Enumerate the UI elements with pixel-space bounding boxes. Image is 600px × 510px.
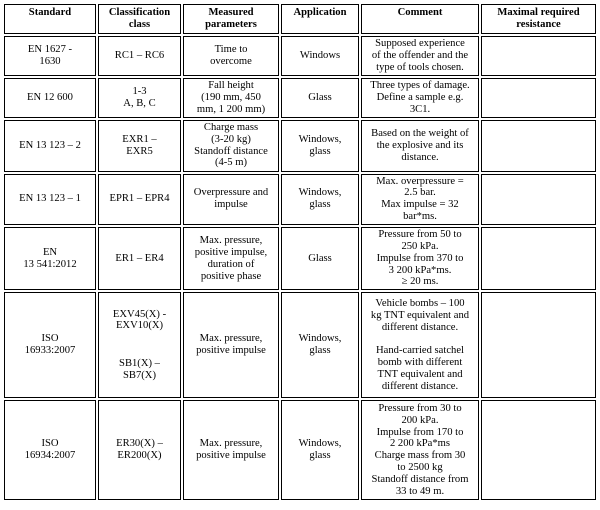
header-standard: Standard — [4, 4, 96, 34]
cell-measured: Max. pressure, positive impulse — [183, 400, 279, 500]
standards-table — [2, 2, 598, 502]
cell-application: Windows, glass — [281, 292, 359, 398]
cell-application: Windows — [281, 36, 359, 76]
cell-class: ER30(X) – ER200(X) — [98, 400, 181, 500]
cell-measured: Max. pressure, positive impulse — [183, 292, 279, 398]
cell-application: Glass — [281, 227, 359, 290]
cell-application: Windows, glass — [281, 400, 359, 500]
cell-max-resistance — [481, 400, 596, 500]
table-row — [4, 36, 596, 76]
cell-measured: Max. pressure, positive impulse, duration of positive phase — [183, 227, 279, 290]
table-row — [4, 174, 596, 225]
header-measured-parameters: Measured parameters — [183, 4, 279, 34]
cell-standard: EN 13 541:2012 — [4, 227, 96, 290]
cell-comment: Pressure from 30 to 200 kPa. Impulse from 170 to 2 200 kPa*ms Charge mass from 30 to 2500 kg Standoff distance from 33 to 49 m. — [361, 400, 479, 500]
cell-application: Glass — [281, 78, 359, 118]
cell-application: Windows, glass — [281, 120, 359, 172]
cell-comment: Based on the weight of the explosive and its distance. — [361, 120, 479, 172]
cell-application: Windows, glass — [281, 174, 359, 225]
cell-class: RC1 – RC6 — [98, 36, 181, 76]
table-row — [4, 227, 596, 290]
header-row — [4, 4, 596, 34]
table-row — [4, 78, 596, 118]
cell-comment: Vehicle bombs – 100 kg TNT equivalent and different distance. Hand-carried satchel bomb with different TNT equivalent and different distance. — [361, 292, 479, 398]
header-maximal-required-resistance: Maximal required resistance — [481, 4, 596, 34]
cell-comment: Supposed experience of the offender and the type of tools chosen. — [361, 36, 479, 76]
table-row — [4, 292, 596, 398]
cell-comment: Max. overpressure = 2.5 bar. Max impulse = 32 bar*ms. — [361, 174, 479, 225]
cell-standard: ISO 16933:2007 — [4, 292, 96, 398]
cell-class: EPR1 – EPR4 — [98, 174, 181, 225]
cell-class: ER1 – ER4 — [98, 227, 181, 290]
cell-max-resistance — [481, 120, 596, 172]
cell-max-resistance — [481, 36, 596, 76]
cell-standard: EN 1627 - 1630 — [4, 36, 96, 76]
cell-class: 1-3 A, B, C — [98, 78, 181, 118]
cell-standard: EN 12 600 — [4, 78, 96, 118]
cell-comment: Three types of damage. Define a sample e.g. 3C1. — [361, 78, 479, 118]
cell-standard: EN 13 123 – 1 — [4, 174, 96, 225]
cell-class: EXV45(X) - EXV10(X) SB1(X) – SB7(X) — [98, 292, 181, 398]
cell-standard: EN 13 123 – 2 — [4, 120, 96, 172]
header-classification-class: Classification class — [98, 4, 181, 34]
cell-standard: ISO 16934:2007 — [4, 400, 96, 500]
cell-measured: Time to overcome — [183, 36, 279, 76]
cell-measured: Charge mass (3-20 kg) Standoff distance (4-5 m) — [183, 120, 279, 172]
header-application: Application — [281, 4, 359, 34]
cell-class: EXR1 – EXR5 — [98, 120, 181, 172]
table-row — [4, 400, 596, 500]
cell-max-resistance — [481, 292, 596, 398]
cell-max-resistance — [481, 227, 596, 290]
table-row — [4, 120, 596, 172]
header-comment: Comment — [361, 4, 479, 34]
cell-measured: Overpressure and impulse — [183, 174, 279, 225]
cell-max-resistance — [481, 174, 596, 225]
cell-comment: Pressure from 50 to 250 kPa. Impulse from 370 to 3 200 kPa*ms. ≥ 20 ms. — [361, 227, 479, 290]
cell-measured: Fall height (190 mm, 450 mm, 1 200 mm) — [183, 78, 279, 118]
cell-max-resistance — [481, 78, 596, 118]
